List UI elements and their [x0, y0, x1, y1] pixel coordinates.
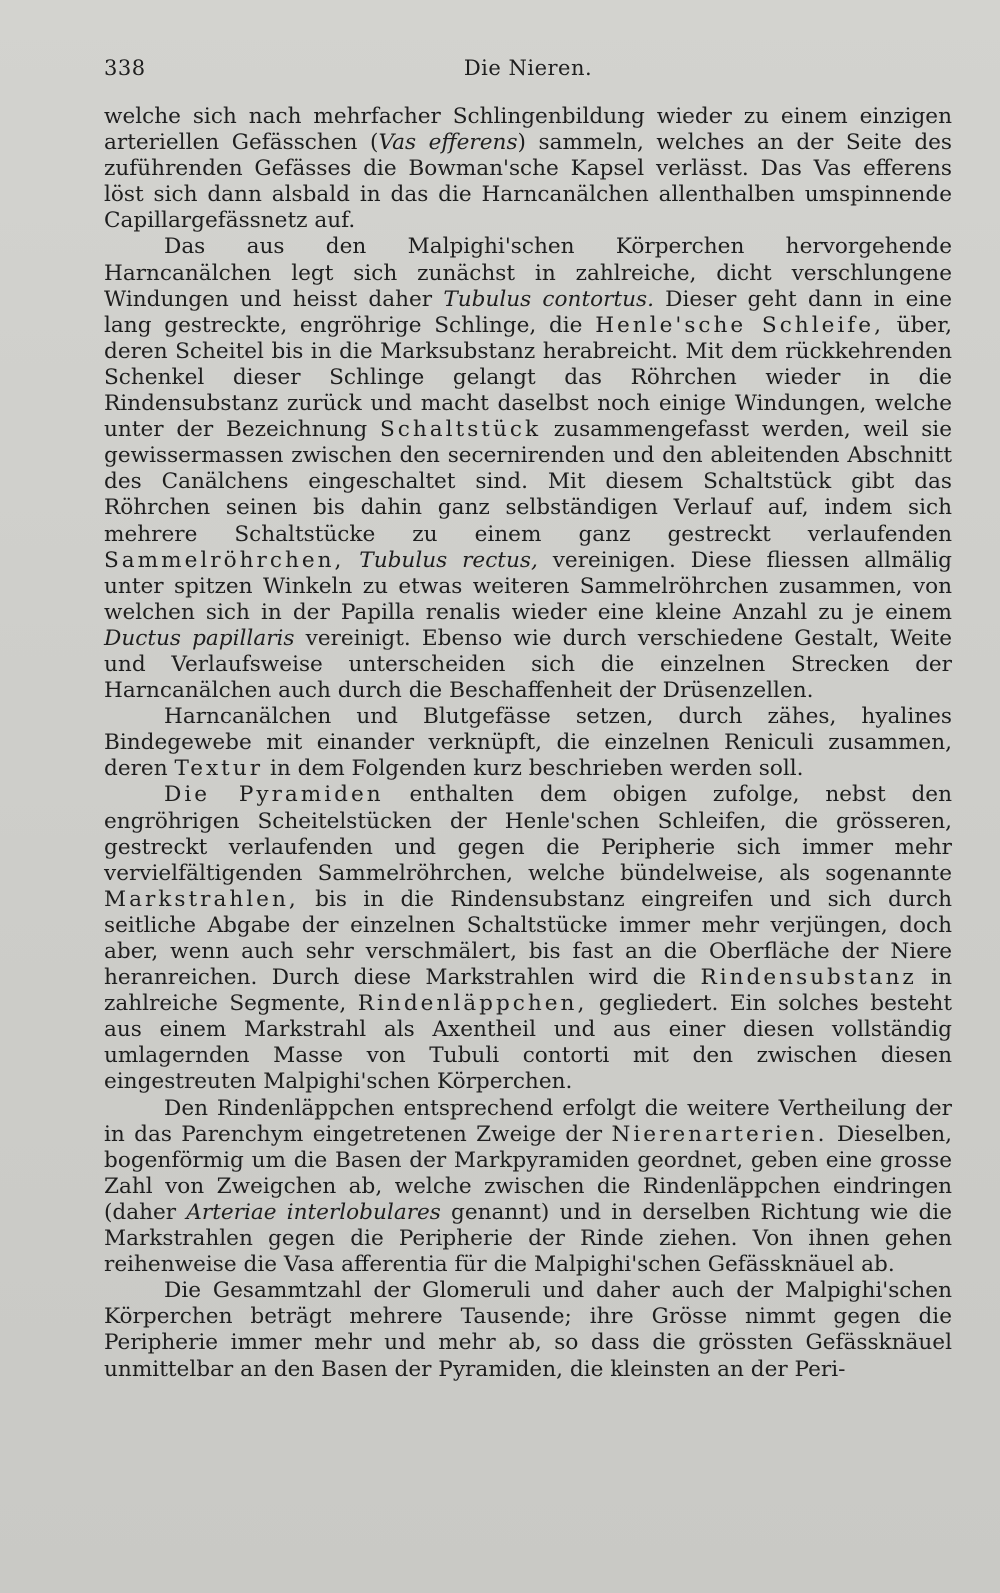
paragraph-3	[104, 704, 952, 782]
paragraph-1	[104, 104, 952, 234]
term-tubulus-rectus: Tubulus rectus,	[359, 547, 538, 573]
paragraph-4	[104, 782, 952, 1095]
paragraph-5	[104, 1096, 952, 1279]
term-schaltstueck: Schaltstück	[379, 417, 542, 443]
term-vas-efferens: Vas efferens	[378, 130, 518, 156]
term-markstrahlen: Markstrahlen,	[104, 886, 299, 912]
text-run: vereinigt. Ebenso wie durch verschiedene Gestalt, Weite und Verlaufsweise unterscheiden sich die einzelnen Strecken der Harncanälchen auch durch die Beschaffenheit der Drüsenzellen.	[104, 625, 952, 704]
text-run: über, deren Scheitel bis in die Marksubstanz herabreicht. Mit dem rückkehrenden Schenkel dieser Schlinge gelangt das Röhrchen wieder in die Rindensubstanz zurück und macht daselbst noch einige Windungen, welche unter der Bezeichnung	[104, 312, 953, 443]
term-henle-schleife: Henle'sche Schleife,	[595, 312, 884, 338]
text-run: Dieser geht dann in eine lang gestreckte, engröhrige Schlinge, die	[104, 286, 952, 338]
paragraph-6	[104, 1278, 952, 1382]
text-run: Das aus den Malpighi'schen Körperchen hervorgehende Harncanälchen legt sich zunächst in zahlreiche, dicht verschlungene Windungen und heisst daher	[104, 234, 952, 312]
term-rindenlaeppchen: Rindenläppchen,	[357, 991, 588, 1017]
text-run: ) sammeln, welches an der Seite des zuführenden Gefässes die Bowman'sche Kapsel verlässt. Das Vas efferens löst sich dann alsbald in das die Harncanälchen allenthalben umspinnende Capillargefässnetz auf.	[104, 130, 953, 234]
text-run: Die Gesammtzahl der Glomeruli und daher auch der Malpighi'schen Körperchen beträgt mehrere Tausende; ihre Grösse nimmt gegen die Peripherie immer mehr und mehr ab, so dass die grössten Gefässknäuel unmittelbar an den Basen der Pyramiden, die kleinsten an der Peri-	[104, 1278, 952, 1382]
term-ductus-papillaris: Ductus papillaris	[104, 625, 295, 651]
term-tubulus-contortus: Tubulus contortus.	[443, 286, 654, 312]
term-pyramiden: Die Pyramiden	[164, 782, 384, 808]
term-arteriae-interlobulares: Arteriae interlobulares	[186, 1199, 441, 1225]
text-run: zusammengefasst werden, weil sie gewissermassen zwischen den secernirenden und den ableitenden Abschnitt des Canälchens eingeschaltet sind. Mit diesem Schaltstück gibt das Röhrchen seinen bis dahin ganz selbständigen Verlauf auf, indem sich mehrere Schaltstücke zu einem ganz gestreckt verlaufenden	[104, 417, 952, 547]
term-sammelroehrchen: Sammelröhrchen,	[104, 547, 345, 573]
text-run: Harncanälchen und Blutgefässe setzen, durch zähes, hyalines Bindegewebe mit einander verknüpft, die einzelnen Reniculi zusammen, deren	[104, 704, 952, 782]
text-run: enthalten dem obigen zufolge, nebst den engröhrigen Scheitelstücken der Henle'schen Schleifen, die grösseren, gestreckt verlaufenden und gegen die Peripherie sich immer mehr vervielfältigenden Sammelröhrchen, welche bündelweise, als sogenannte	[104, 782, 952, 886]
running-title: Die Nieren.	[463, 56, 593, 80]
body-text	[104, 104, 952, 1383]
text-run: genannt) und in derselben Richtung wie die Markstrahlen gegen die Peripherie der Rinde ziehen. Von ihnen gehen reihenweise die Vasa afferentia für die Malpighi'schen Gefässknäuel ab.	[104, 1199, 952, 1278]
text-run: in zahlreiche Segmente,	[104, 965, 952, 1017]
text-run: in dem Folgenden kurz beschrieben werden soll.	[263, 756, 804, 782]
text-run: bis in die Rindensubstanz eingreifen und sich durch seitliche Abgabe der einzelnen Schaltstücke immer mehr verjüngen, doch aber, wenn auch sehr verschmälert, bis fast an die Oberfläche der Niere heranreichen. Durch diese Markstrahlen wird die	[104, 886, 952, 991]
text-run: gegliedert. Ein solches besteht aus einem Markstrahl als Axentheil und aus einer diesen vollständig umlagernden Masse von Tubuli contorti mit den zwischen diesen eingestreuten Malpighi'schen Körperchen.	[104, 991, 953, 1095]
term-textur: Textur	[174, 756, 264, 782]
text-run: Dieselben, bogenförmig um die Basen der Markpyramiden geordnet, geben eine grosse Zahl von Zweigchen ab, welche zwischen die Rindenläppchen eindringen (daher	[104, 1121, 952, 1225]
term-nierenarterien: Nierenarterien.	[611, 1121, 828, 1147]
text-run: vereinigen. Diese fliessen allmälig unter spitzen Winkeln zu etwas weiteren Sammelröhrchen zusammen, von welchen sich in der Papilla renalis wieder eine kleine Anzahl zu je einem	[104, 547, 952, 625]
paragraph-2	[104, 234, 952, 704]
text-run: Den Rindenläppchen entsprechend erfolgt die weitere Vertheilung der in das Parenchym eingetretenen Zweige der	[104, 1095, 952, 1147]
term-rindensubstanz: Rindensubstanz	[700, 965, 917, 991]
text-run: welche sich nach mehrfacher Schlingenbildung wieder zu einem einzigen arteriellen Gefässchen (	[104, 104, 952, 156]
page-header	[104, 56, 952, 84]
page-number: 338	[104, 56, 146, 80]
